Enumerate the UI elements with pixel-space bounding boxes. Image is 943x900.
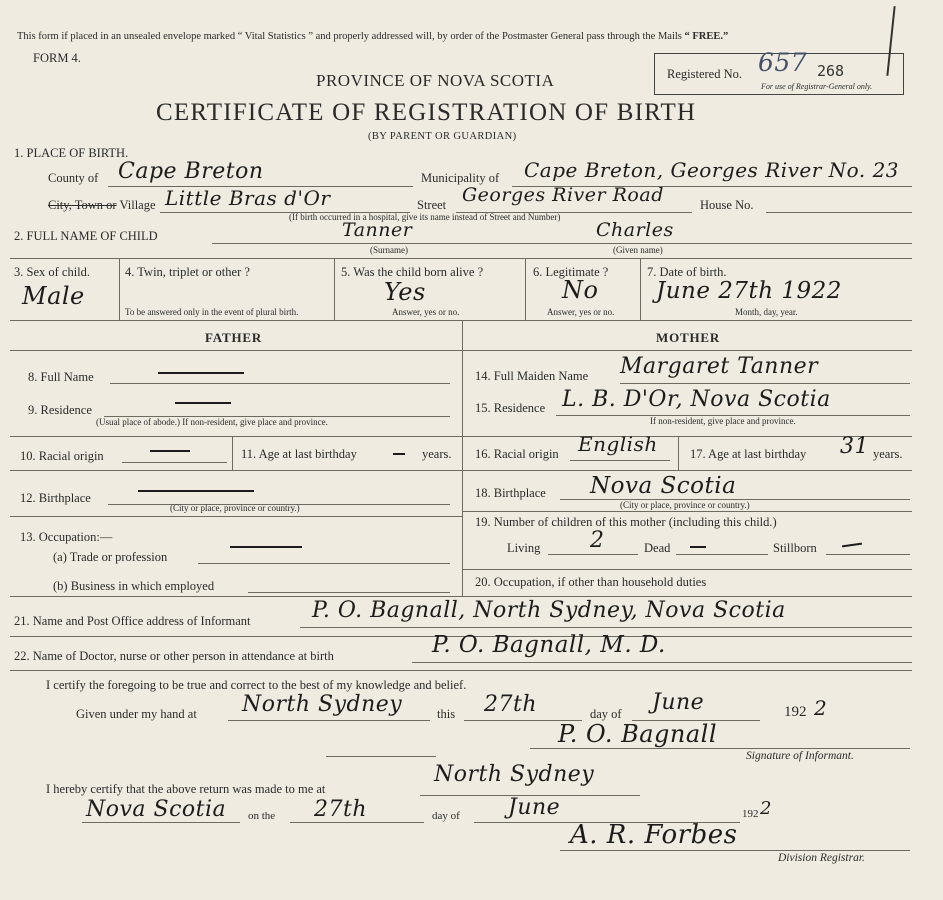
informant-signature-line <box>530 748 910 749</box>
village-text: Village <box>119 198 156 212</box>
registered-label: Registered No. <box>667 67 742 81</box>
father-name-label: 8. Full Name <box>28 370 94 384</box>
child-name-line <box>212 243 912 244</box>
father-occupation-label: 13. Occupation:— <box>20 530 113 544</box>
doctor-rule <box>10 670 912 671</box>
mother-age-label: 17. Age at last birthday <box>690 447 807 461</box>
row3-divider-2 <box>334 258 335 320</box>
mother-children-rule <box>462 569 912 570</box>
surname-value: Tanner <box>342 219 413 241</box>
certificate-subtitle: (BY PARENT OR GUARDIAN) <box>368 131 517 142</box>
street-label: Street <box>417 198 447 212</box>
father-heading: FATHER <box>205 330 263 345</box>
registration-box <box>654 48 904 95</box>
place-of-birth-label: 1. PLACE OF BIRTH. <box>14 146 129 160</box>
father-name-line <box>110 383 450 384</box>
legit-label: 6. Legitimate ? <box>533 265 609 279</box>
registrar-signature: A. R. Forbes <box>570 820 738 850</box>
mother-birthplace-label: 18. Birthplace <box>475 486 546 500</box>
father-racial-bottom-rule <box>10 470 462 471</box>
parents-bottom-rule <box>10 596 912 597</box>
mother-maiden-line <box>620 383 910 384</box>
informant-value: P. O. Bagnall, North Sydney, Nova Scotia <box>312 598 786 623</box>
registrar-note: For use of Registrar-General only. <box>761 82 873 91</box>
house-line <box>766 212 912 213</box>
row3-divider-1 <box>119 258 120 320</box>
father-birthplace-note: (City or place, province or country.) <box>170 503 300 513</box>
mother-racial-bottom-rule <box>462 470 912 471</box>
registrar-day-value: 27th <box>314 797 368 822</box>
father-age-divider <box>232 436 233 470</box>
municipality-label: Municipality of <box>421 171 500 185</box>
village-value: Little Bras d'Or <box>165 186 331 210</box>
father-residence-dash <box>175 402 231 404</box>
father-trade-label: (a) Trade or profession <box>53 550 168 564</box>
father-racial-top-rule <box>10 436 462 437</box>
mother-stillborn-label: Stillborn <box>773 541 817 555</box>
date-value: June 27th 1922 <box>656 278 842 304</box>
street-value: Georges River Road <box>462 184 664 206</box>
city-town-text: City, Town or <box>48 198 117 212</box>
cert-day-value: 27th <box>484 692 538 717</box>
mother-residence-note: If non-resident, give place and province. <box>650 416 796 426</box>
registrar-province-value: Nova Scotia <box>86 797 227 822</box>
mother-dead-label: Dead <box>644 541 671 555</box>
surname-caption: (Surname) <box>370 245 408 255</box>
mother-maiden-label: 14. Full Maiden Name <box>475 369 589 383</box>
mother-living-line <box>548 554 638 555</box>
given-caption: (Given name) <box>613 245 663 255</box>
father-birthplace-dash <box>138 490 254 492</box>
mother-living-value: 2 <box>590 528 605 553</box>
date-caption: Month, day, year. <box>735 307 798 317</box>
sex-label: 3. Sex of child. <box>14 265 91 279</box>
mother-residence-value: L. B. D'Or, Nova Scotia <box>562 387 831 412</box>
registered-handwritten: 657 <box>758 48 808 77</box>
father-age-dash <box>393 453 405 455</box>
registrar-month-value: June <box>508 795 561 820</box>
mother-children-label: 19. Number of children of this mother (including this child.) <box>475 515 777 529</box>
twin-note: To be answered only in the event of plural birth. <box>125 307 299 317</box>
province-title: PROVINCE OF NOVA SCOTIA <box>316 71 555 90</box>
row3-top-rule <box>10 258 912 259</box>
mother-age-suffix: years. <box>873 447 903 461</box>
informant-line <box>300 627 912 628</box>
row3-divider-3 <box>525 258 526 320</box>
mother-racial-line <box>570 460 670 461</box>
father-age-suffix: years. <box>422 447 452 461</box>
given-place-line <box>228 720 430 721</box>
mother-birthplace-rule <box>462 511 912 512</box>
sex-value: Male <box>22 282 85 310</box>
child-name-label: 2. FULL NAME OF CHILD <box>14 229 158 243</box>
father-business-label: (b) Business in which employed <box>53 579 215 593</box>
father-age-label: 11. Age at last birthday <box>241 447 357 461</box>
cert-month-value: June <box>652 690 705 715</box>
father-trade-dash <box>230 546 302 548</box>
legit-caption: Answer, yes or no. <box>547 307 615 317</box>
cert-year-written: 2 <box>814 696 828 720</box>
mother-racial-value: English <box>578 432 658 456</box>
registrar-signature-caption: Division Registrar. <box>778 852 865 864</box>
registrar-year-printed: 192 <box>742 808 759 820</box>
county-value: Cape Breton <box>118 159 264 184</box>
registered-stamped: 268 <box>817 62 845 80</box>
mail-notice-free: “ FREE.” <box>684 31 729 42</box>
date-label: 7. Date of birth. <box>647 265 727 279</box>
section-separator <box>326 756 436 757</box>
given-value: Charles <box>596 219 674 241</box>
mother-residence-label: 15. Residence <box>475 401 546 415</box>
given-place-value: North Sydney <box>242 692 403 717</box>
registrar-on-the-label: on the <box>248 810 276 822</box>
alive-value: Yes <box>384 278 426 306</box>
mother-dead-line <box>676 554 768 555</box>
mother-living-label: Living <box>507 541 541 555</box>
informant-signature: P. O. Bagnall <box>558 720 717 748</box>
informant-label: 21. Name and Post Office address of Informant <box>14 614 251 628</box>
row3-bottom-rule <box>10 320 912 321</box>
mother-racial-label: 16. Racial origin <box>475 447 559 461</box>
father-racial-label: 10. Racial origin <box>20 449 104 463</box>
father-trade-line <box>198 563 450 564</box>
father-racial-line <box>122 462 227 463</box>
registrar-province-line <box>82 822 240 823</box>
doctor-value: P. O. Bagnall, M. D. <box>432 632 666 658</box>
certificate-title: CERTIFICATE OF REGISTRATION OF BIRTH <box>156 99 697 126</box>
father-residence-label: 9. Residence <box>28 403 92 417</box>
mail-notice <box>17 31 728 42</box>
father-name-dash <box>158 372 244 374</box>
twin-label: 4. Twin, triplet or other ? <box>125 265 250 279</box>
mother-birthplace-value: Nova Scotia <box>590 473 737 499</box>
doctor-line <box>412 662 912 663</box>
cert-day-of-label: day of <box>590 707 622 721</box>
cert-year-printed: 192 <box>784 704 807 720</box>
father-residence-note: (Usual place of abode.) If non-resident, give place and province. <box>96 417 328 427</box>
hospital-note: (If birth occurred in a hospital, give its name instead of Street and Number) <box>289 212 561 222</box>
this-label: this <box>437 707 456 721</box>
mother-maiden-value: Margaret Tanner <box>620 354 819 379</box>
city-town-label <box>48 198 156 213</box>
father-birthplace-label: 12. Birthplace <box>20 491 91 505</box>
registrar-day-line <box>290 822 424 823</box>
mother-heading: MOTHER <box>656 330 721 345</box>
alive-caption: Answer, yes or no. <box>392 307 460 317</box>
parents-heading-rule <box>10 350 912 351</box>
row3-divider-4 <box>640 258 641 320</box>
registrar-return-text: I hereby certify that the above return was made to me at <box>46 782 326 796</box>
registrar-place-value: North Sydney <box>434 762 595 787</box>
father-business-line <box>248 592 450 593</box>
informant-signature-caption: Signature of Informant. <box>746 750 854 762</box>
father-birthplace-rule <box>10 516 462 517</box>
legit-value: No <box>562 276 599 304</box>
given-under-label: Given under my hand at <box>76 707 197 721</box>
county-label: County of <box>48 171 99 185</box>
registrar-day-of-label: day of <box>432 810 460 822</box>
municipality-value: Cape Breton, Georges River No. 23 <box>524 158 900 182</box>
registrar-signature-line <box>560 850 910 851</box>
mail-notice-text: This form if placed in an unsealed envelope marked “ Vital Statistics ” and properly addressed will, by order of the Postmaster General pass through the Mails <box>17 31 682 42</box>
alive-label: 5. Was the child born alive ? <box>341 265 484 279</box>
mother-birthplace-note: (City or place, province or country.) <box>620 500 750 510</box>
mother-dead-dash <box>690 546 706 548</box>
form-number: FORM 4. <box>33 51 81 65</box>
doctor-label: 22. Name of Doctor, nurse or other person in attendance at birth <box>14 649 334 663</box>
mother-age-value: 31 <box>840 434 869 459</box>
mother-stillborn-line <box>826 554 910 555</box>
father-racial-dash <box>150 450 190 452</box>
mother-stillborn-dash <box>842 543 862 548</box>
certify-text: I certify the foregoing to be true and correct to the best of my knowledge and belief. <box>46 678 467 692</box>
registrar-year-written: 2 <box>760 798 772 819</box>
house-label: House No. <box>700 198 754 212</box>
mother-age-divider <box>678 436 679 470</box>
mother-occupation-label: 20. Occupation, if other than household duties <box>475 575 707 589</box>
father-mother-divider <box>462 320 463 596</box>
